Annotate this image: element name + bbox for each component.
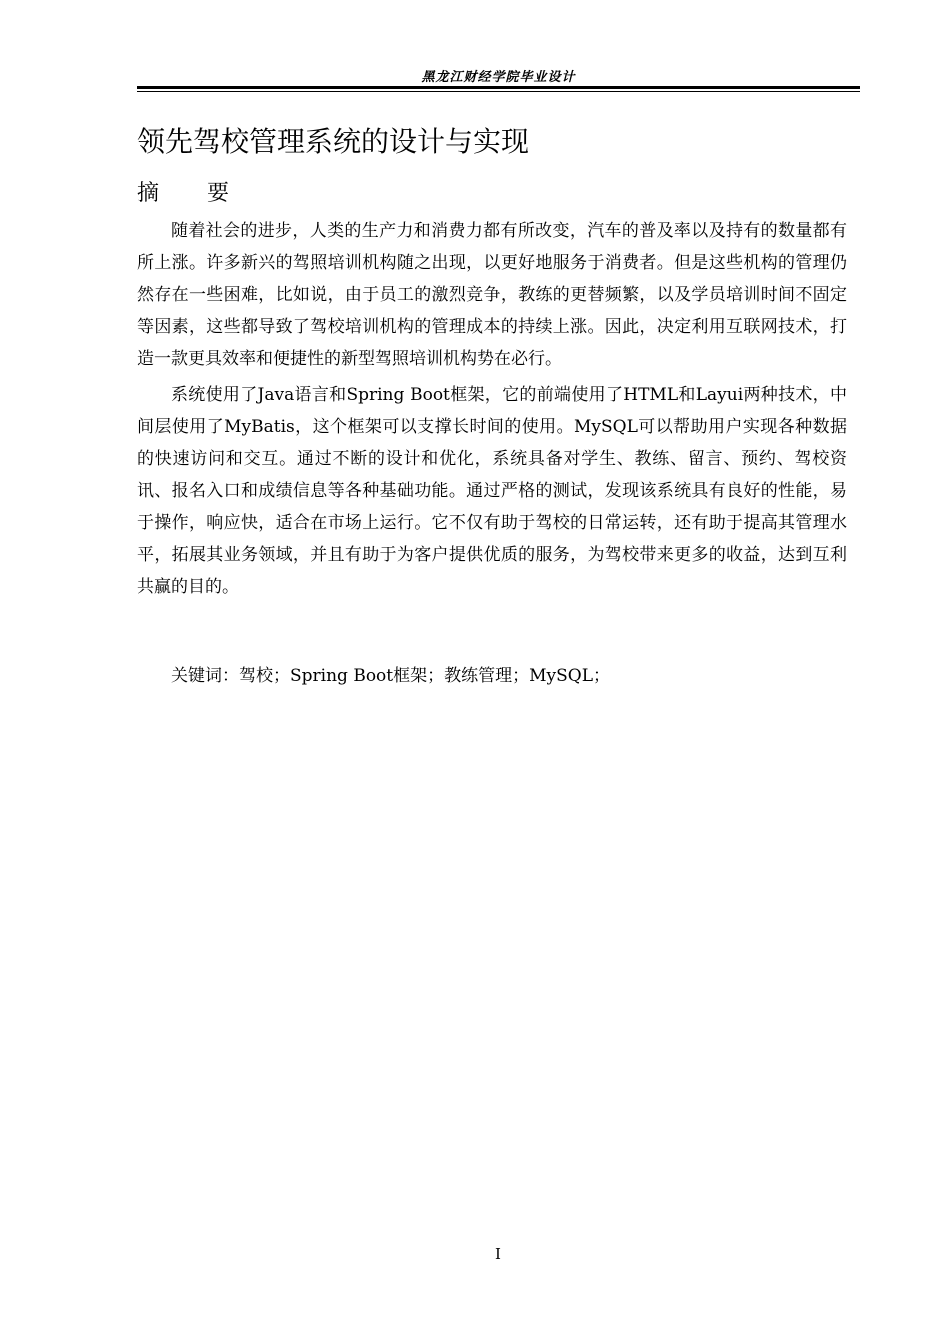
header-rule-thin xyxy=(137,91,860,92)
abstract-paragraph-2: 系统使用了Java语言和Spring Boot框架，它的前端使用了HTML和Layui两种技术，中间层使用了MyBatis，这个框架可以支撑长时间的使用。MySQL可以帮助用户实现各种数据的快速访问和交互。通过不断的设计和优化，系统具备对学生、教练、留言、预约、驾校资讯、报名入口和成绩信息等各种基础功能。通过严格的测试，发现该系统具有良好的性能，易于操作，响应快，适合在市场上运行。它不仅有助于驾校的日常运转，还有助于提高其管理水平，拓展其业务领域，并且有助于为客户提供优质的服务，为驾校带来更多的收益，达到互利共赢的目的。 xyxy=(137,385,847,597)
abstract-heading-char-1: 摘 xyxy=(137,181,160,206)
abstract-heading xyxy=(137,176,229,207)
page-number: I xyxy=(495,1245,501,1263)
header-rule-thick xyxy=(137,86,860,89)
running-header-title: 黑龙江财经学院毕业设计 xyxy=(421,70,576,85)
document-title: 领先驾校管理系统的设计与实现 xyxy=(137,125,530,158)
abstract-heading-char-2: 要 xyxy=(207,181,230,206)
abstract-body xyxy=(137,215,847,607)
keywords-text: 驾校；Spring Boot框架；教练管理；MySQL； xyxy=(239,666,611,686)
keywords-line xyxy=(137,660,847,692)
abstract-paragraph-1: 随着社会的进步，人类的生产力和消费力都有所改变，汽车的普及率以及持有的数量都有所上涨。许多新兴的驾照培训机构随之出现，以更好地服务于消费者。但是这些机构的管理仍然存在一些困难，比如说，由于员工的激烈竞争，教练的更替频繁，以及学员培训时间不固定等因素，这些都导致了驾校培训机构的管理成本的持续上涨。因此，决定利用互联网技术，打造一款更具效率和便捷性的新型驾照培训机构势在必行。 xyxy=(137,221,847,369)
keywords-label: 关键词： xyxy=(171,666,239,686)
